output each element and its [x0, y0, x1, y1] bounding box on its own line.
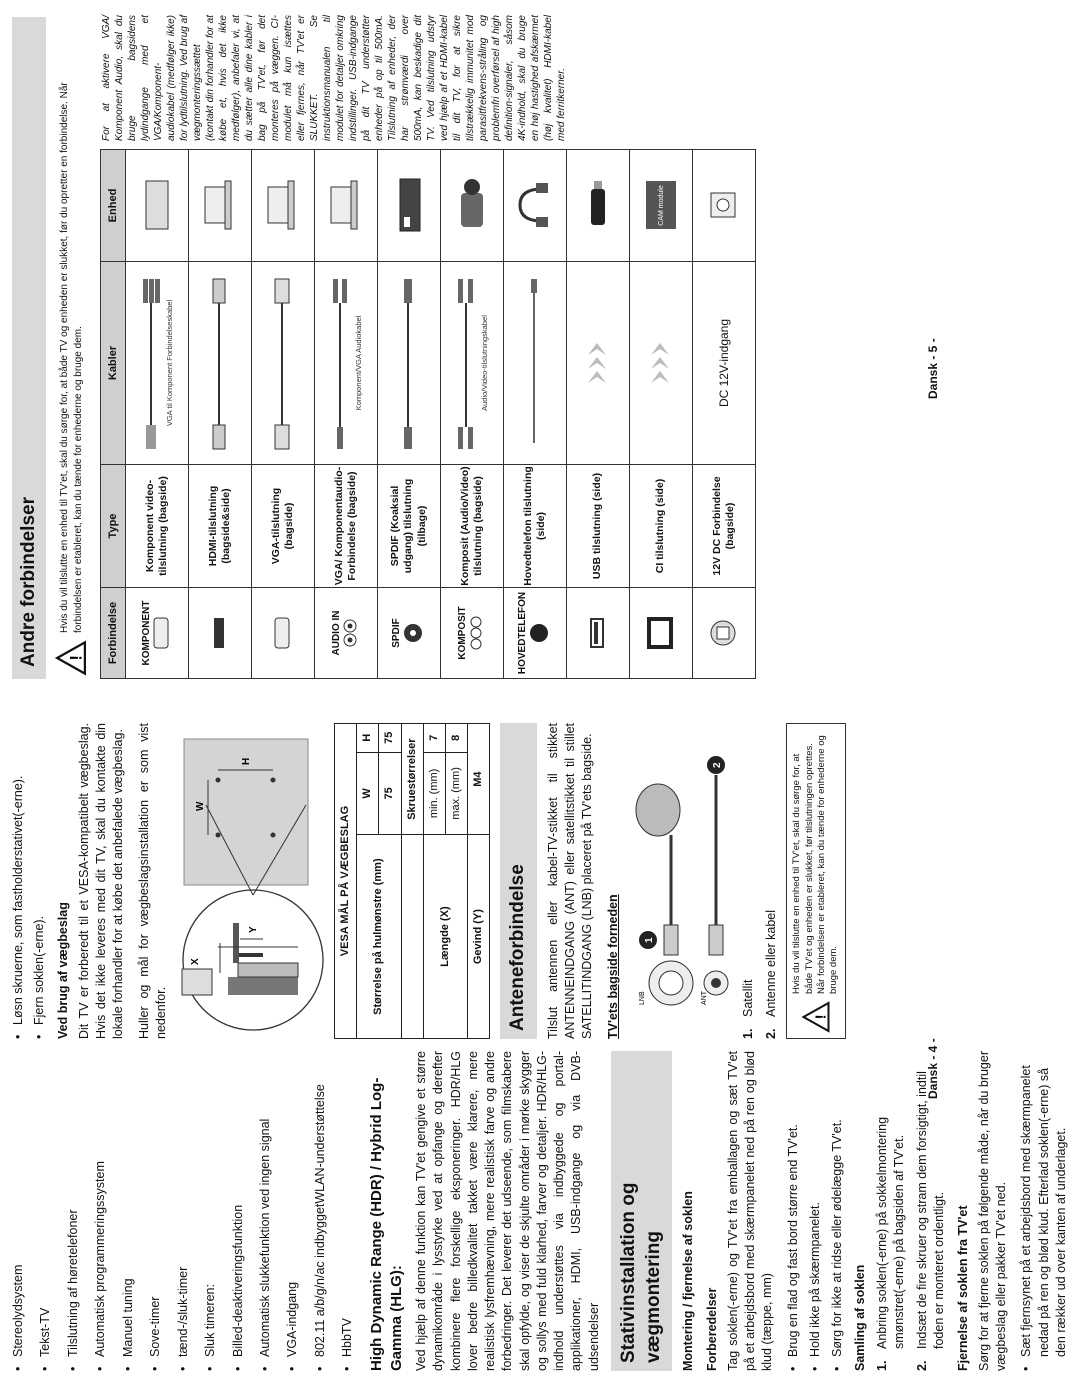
- vesa-screw-title: Skruestørrelser: [401, 724, 423, 835]
- features-list: [10, 1051, 357, 1371]
- antenna-warning-text: Hvis du vil tilslutte en enhed til TV'et, skal du sørge for, at både TV'et og enheden er slukket, før tilslutningen oprettes. Når forbindelsen er etableret, kan du tænde for enhederne og bruge dem.: [791, 735, 840, 994]
- table-row: [441, 150, 504, 679]
- hdr-heading: High Dynamic Range (HDR) / Hybrid Log-Gamma (HLG):: [367, 1077, 405, 1371]
- laptop-icon: [262, 176, 302, 236]
- page-left: [0, 689, 1068, 1379]
- usb-port-icon: [589, 616, 605, 650]
- vesa-h-label: H: [357, 724, 379, 753]
- warning-icon: [56, 641, 86, 675]
- connector-cell: AUDIO IN: [315, 588, 378, 679]
- footer-left: Dansk - 4 -: [926, 1038, 940, 1099]
- dvd-player-icon: [136, 176, 176, 236]
- type-cell: Hovedtelefon tilslutning (side): [504, 465, 567, 588]
- prep-bullets: [785, 1051, 847, 1371]
- type-cell: USB tilslutning (side): [567, 465, 630, 588]
- type-cell: VGA-tilslutning (bagside): [252, 465, 315, 588]
- antenna-list-item: 1. Satellit: [740, 979, 755, 1039]
- audio-cable-icon: [329, 273, 351, 453]
- composite-jack-icon: [468, 616, 484, 650]
- prep-paragraph: Tag soklen(-erne) og TV'et fra emballagen og sæt TV'et på et arbejdsbord med skærmpanelet ned på ren og blød klud (tæppe, mm): [725, 1051, 775, 1371]
- device-cell: [441, 150, 504, 262]
- col-header-device: Enhed: [101, 150, 126, 262]
- mount-heading: Montering / fjernelse af soklen: [681, 1191, 696, 1371]
- vesa-thread-label: Gevind (Y): [468, 835, 490, 1039]
- lnb-label: LNB: [638, 991, 646, 1005]
- feature-item: • Tekst-TV: [37, 1051, 54, 1371]
- table-row: [504, 150, 567, 679]
- device-cell: [126, 150, 189, 262]
- feature-item: • HbbTV: [339, 1051, 356, 1371]
- camcorder-icon: [451, 176, 491, 236]
- footer-right: Dansk - 5 -: [926, 338, 940, 399]
- vesa-thread-value: M4: [468, 724, 490, 835]
- type-cell: Komposit (Audio/Video) tilslutning (bagside): [441, 465, 504, 588]
- col-header-connection: Forbindelse: [101, 588, 126, 679]
- cable-cell: Komponent/VGA Audiokabel: [315, 262, 378, 465]
- table-row: [693, 150, 756, 679]
- connector-cell: [189, 588, 252, 679]
- diagram-label-x: X: [190, 958, 201, 965]
- connections-warning-text: Hvis du vil tilslutte en enhed til TV'et, skal du sørge for, at både TV og enheden er slukket, før du opretter en forbindelse. Når forbindelsen er etableret, kan du tænde for enhederne og bruge dem.: [59, 82, 84, 633]
- diagram-label-w: W: [195, 801, 206, 811]
- feature-item: • Sove-timer: [147, 1051, 164, 1371]
- diagram-label-y: Y: [248, 926, 259, 933]
- insert-arrow-icon: [586, 273, 608, 453]
- removal-bullet: • Sæt fjernsynet på et arbejdsbord med skærmpanelet nedad på ren og blød klud. Efterlad soklen(-erne) så den rækker ud over kanten af underlaget.: [1018, 1051, 1070, 1371]
- headphone-cable-icon: [523, 273, 545, 453]
- table-row: [252, 150, 315, 679]
- device-cell: [693, 150, 756, 262]
- component-cable-icon: [140, 273, 162, 453]
- feature-item: • Sluk timeren:: [202, 1051, 219, 1371]
- antenna-paragraph: Tilslut antennen eller kabel-TV-stikket til stikket ANTENNEINDGANG (ANT) eller satellitstikket til stillet SATELLITINDGANG (LNB) placeret på TV'ets bagside.: [545, 723, 595, 1039]
- type-cell: Komponent video-tilslutning (bagside): [126, 465, 189, 588]
- headphone-jack-icon: [528, 616, 550, 650]
- connector-cell: HOVEDTELEFON: [504, 588, 567, 679]
- connections-warning: [54, 39, 92, 679]
- left-column-1: [10, 1051, 1074, 1371]
- antenna-list-item: 2. Antenne eller kabel: [764, 909, 779, 1039]
- vga-port-icon: [273, 616, 291, 650]
- laptop-icon: [325, 176, 365, 236]
- vesa-max-value: 8: [445, 724, 467, 753]
- removal-paragraph: Sørg for at fjerne soklen på følgende måde, når du bruger vægbeslag eller pakker TV'et ned.: [976, 1051, 1009, 1371]
- antenna-diagram: [626, 735, 736, 1035]
- vesa-min-value: 7: [423, 724, 445, 753]
- prep-bullet: • Hold ikke på skærmpanelet.: [807, 1051, 824, 1371]
- cable-cell: Audio/Video-tilslutningskabel: [441, 262, 504, 465]
- device-cell: [630, 150, 693, 262]
- antenna-warning-box: [786, 723, 845, 1039]
- vesa-title: VESA MÅL PÅ VÆGBESLAG: [335, 724, 357, 1039]
- spdif-jack-icon: [402, 616, 424, 650]
- vesa-table: [334, 723, 490, 1039]
- col-header-type: Type: [101, 465, 126, 588]
- vga-cable-icon: [271, 273, 293, 453]
- connections-note: For at aktivere VGA/ Komponent Audio, skal du bruge bagsidens lydindgange med et VGA/Komponent-audiokabel (medfølger ikke) for lydtilslutning. Ved brug af vægmonteringssættet (kontakt din forhandler for at købe et, hvis det ikke medfølger), anbefaler vi, at du sætter alle dine kabler i bag på TV'et, før det monteres på væggen. CI-modulet må kun isættes eller fjernes, når TV'et er SLUKKET. Se instruktionsmanualen til modulet for detaljer omkring indstillinger. USB-indgange på dit TV understøtter enheder på op til 500mA. Tilslutning af enheder, der har strømværdi over 500mA, kan beskadige dit TV. Ved tilslutning udstyr ved hjælp af et HDMI-kabel til dit TV, for at sikre tilstrækkelig immunitet mod parasitfrekvens-stråling og problemfri overførsel af high definition-signaler, såsom 4K-indhold, skal du bruge en høj hastighed afskærmet (høj kvalitet) HDMI-kabel med ferritkerner.: [101, 15, 567, 141]
- feature-item: • Tilslutning af høretelefoner: [65, 1051, 82, 1371]
- device-cell: [504, 150, 567, 262]
- table-row: [189, 150, 252, 679]
- feature-item: • Manuel tuning: [120, 1051, 137, 1371]
- insert-arrow-icon: [649, 273, 671, 453]
- diagram-label-h: H: [241, 757, 252, 765]
- feature-item: • VGA-indgang: [284, 1051, 301, 1371]
- av-cable-icon: [455, 273, 477, 453]
- type-cell: SPDIF (Koaksial udgang) tilslutning (tilbage): [378, 465, 441, 588]
- table-row: [315, 150, 378, 679]
- vga-port-icon: [152, 616, 170, 650]
- vesa-length-label: Længde (X): [423, 835, 467, 1039]
- connector-cell: SPDIF: [378, 588, 441, 679]
- removal-heading: Fjernelse af soklen fra TV'et: [955, 1205, 970, 1371]
- removal-bullet: • Fjern soklen(-erne).: [31, 723, 48, 1039]
- cable-cell: DC 12V-indgang: [693, 262, 756, 465]
- laptop-icon: [199, 176, 239, 236]
- cable-cell: [378, 262, 441, 465]
- stand-section-heading: Stativinstallation og vægmontering: [611, 1051, 672, 1371]
- antenna-section-heading: Anteneforbindelse: [500, 723, 537, 1039]
- vesa-max-label: max. (mm): [445, 752, 467, 835]
- holes-paragraph: Huller og mål for vægbeslagsinstallation er som vist nedenfor.: [136, 723, 168, 1039]
- prep-heading: Forberedelser: [704, 1287, 719, 1371]
- device-cell: [567, 150, 630, 262]
- connector-cell: [630, 588, 693, 679]
- feature-item: • 802.11 a/b/g/n/ac indbyggetWLAN-understøttelse: [312, 1051, 329, 1371]
- cable-cell: VGA til Komponent Forbindelseskabel: [126, 262, 189, 465]
- wall-mount-paragraph: Dit TV er forberedt til et VESA-kompatibelt vægbeslag. Hvis det ikke leveres med dit TV, skal du kontakte din lokale forhandler for at købe det anbefalede vægbeslag.: [76, 723, 126, 1039]
- wall-mount-diagram: [178, 735, 328, 1035]
- usb-stick-icon: [577, 176, 617, 236]
- audio-jack-icon: [342, 616, 358, 650]
- col-header-cables: Kabler: [101, 262, 126, 465]
- feature-item: • Billed-deaktiveringsfunktion: [230, 1051, 247, 1371]
- cable-cell: [630, 262, 693, 465]
- page-right: [0, 0, 950, 689]
- coaxial-cable-icon: [397, 273, 419, 453]
- vesa-w-label: W: [357, 752, 379, 835]
- feature-item: • Automatisk programmeringssystem: [92, 1051, 109, 1371]
- cable-cell: [567, 262, 630, 465]
- cable-cell: [504, 262, 567, 465]
- prep-bullet: • Brug en flad og fast bord større end TV'et.: [785, 1051, 802, 1371]
- assembly-steps: [874, 1051, 949, 1371]
- assembly-step: 1. Anbring soklen(-erne) på sokkelmontering smønstret(-erne) på bagsiden af TV'et.: [874, 1116, 906, 1371]
- ci-slot-icon: [643, 613, 677, 653]
- hdmi-port-icon: [212, 616, 226, 650]
- cam-module-icon: CAM module: [646, 182, 676, 230]
- antenna-list: [740, 723, 781, 1039]
- connector-cell: [693, 588, 756, 679]
- left-column-2: [10, 723, 846, 1039]
- connector-cell: KOMPONENT: [126, 588, 189, 679]
- ant-label: ANT: [700, 991, 708, 1005]
- vesa-w-value: 75: [379, 752, 401, 835]
- type-cell: 12V DC Forbindelse (bagside): [693, 465, 756, 588]
- cable-cell: [189, 262, 252, 465]
- connections-table: [100, 149, 756, 679]
- device-cell: [189, 150, 252, 262]
- device-cell: [378, 150, 441, 262]
- svg-text:!: !: [812, 1014, 830, 1020]
- marker-2: 2: [711, 762, 723, 768]
- vesa-hole-label: Størrelse på hulmønstre (mm): [357, 835, 401, 1039]
- device-cell: [252, 150, 315, 262]
- feature-item: • Automatisk slukkefunktion ved ingen signal: [257, 1051, 274, 1371]
- prep-bullet: • Sørg for ikke at ridse eller ødelægge TV'et.: [829, 1051, 846, 1371]
- connector-cell: [252, 588, 315, 679]
- audio-receiver-icon: [388, 176, 428, 236]
- warning-icon: [803, 1002, 830, 1032]
- removal-bullets-2: [10, 723, 49, 1039]
- svg-text:!: !: [66, 655, 86, 661]
- hdr-paragraph: Ved hjælp af denne funktion kan TV'et gengive et større dynamikområde i lysstyrke ved at opfange og derefter kombinere flere forskellige eksponeringer. HDR/HLG lover bedre billedkvalitet takket være klarere, mere realistisk lysfremhævning, mere realistisk farve og andre forbedringer. Det leverer det udseende, som filmskabere skal opfylde, og viser de skjulte områder i mørke skygger og sollys med fuld klarhed, farver og detaljer. HDR/HLG-indhold understøttes via indbyggede og portal-applikationer, HDMI, USB-indgange og via DVB-udsendelser: [414, 1051, 601, 1371]
- removal-bullets-1: [1018, 1051, 1070, 1371]
- headphones-icon: [514, 176, 554, 236]
- power-adapter-icon: [703, 176, 743, 236]
- table-row: [567, 150, 630, 679]
- tv-back-heading: TV'ets bagside forneden: [605, 894, 620, 1039]
- marker-1: 1: [643, 937, 655, 943]
- vesa-h-value: 75: [379, 724, 401, 753]
- feature-item: • tænd-/sluk-timer: [175, 1051, 192, 1371]
- connector-cell: KOMPOSIT: [441, 588, 504, 679]
- type-cell: VGA/ Komponentaudio-Forbindelse (bagside): [315, 465, 378, 588]
- table-row: [630, 150, 693, 679]
- wall-mount-heading: Ved brug af vægbeslag: [55, 902, 70, 1039]
- type-cell: CI tilslutning (side): [630, 465, 693, 588]
- cable-cell: [252, 262, 315, 465]
- vesa-min-label: min. (mm): [423, 752, 445, 835]
- dc-jack-icon: [708, 616, 738, 650]
- table-row: [126, 150, 189, 679]
- connector-cell: [567, 588, 630, 679]
- feature-item: • Stereolydsystem: [10, 1051, 27, 1371]
- other-connections-heading: Andre forbindelser: [12, 17, 46, 679]
- assembly-step: 2. Indsæt de fire skruer og stram dem forsigtigt, indtil foden er monteret ordentligt.: [915, 1071, 947, 1371]
- assembly-heading: Samling af soklen: [853, 1264, 868, 1371]
- table-row: [378, 150, 441, 679]
- removal-bullet: • Løsn skruerne, som fastholderstativet(-erne).: [10, 723, 27, 1039]
- type-cell: HDMI-tilslutning (bagside&side): [189, 465, 252, 588]
- hdmi-cable-icon: [208, 273, 230, 453]
- device-cell: [315, 150, 378, 262]
